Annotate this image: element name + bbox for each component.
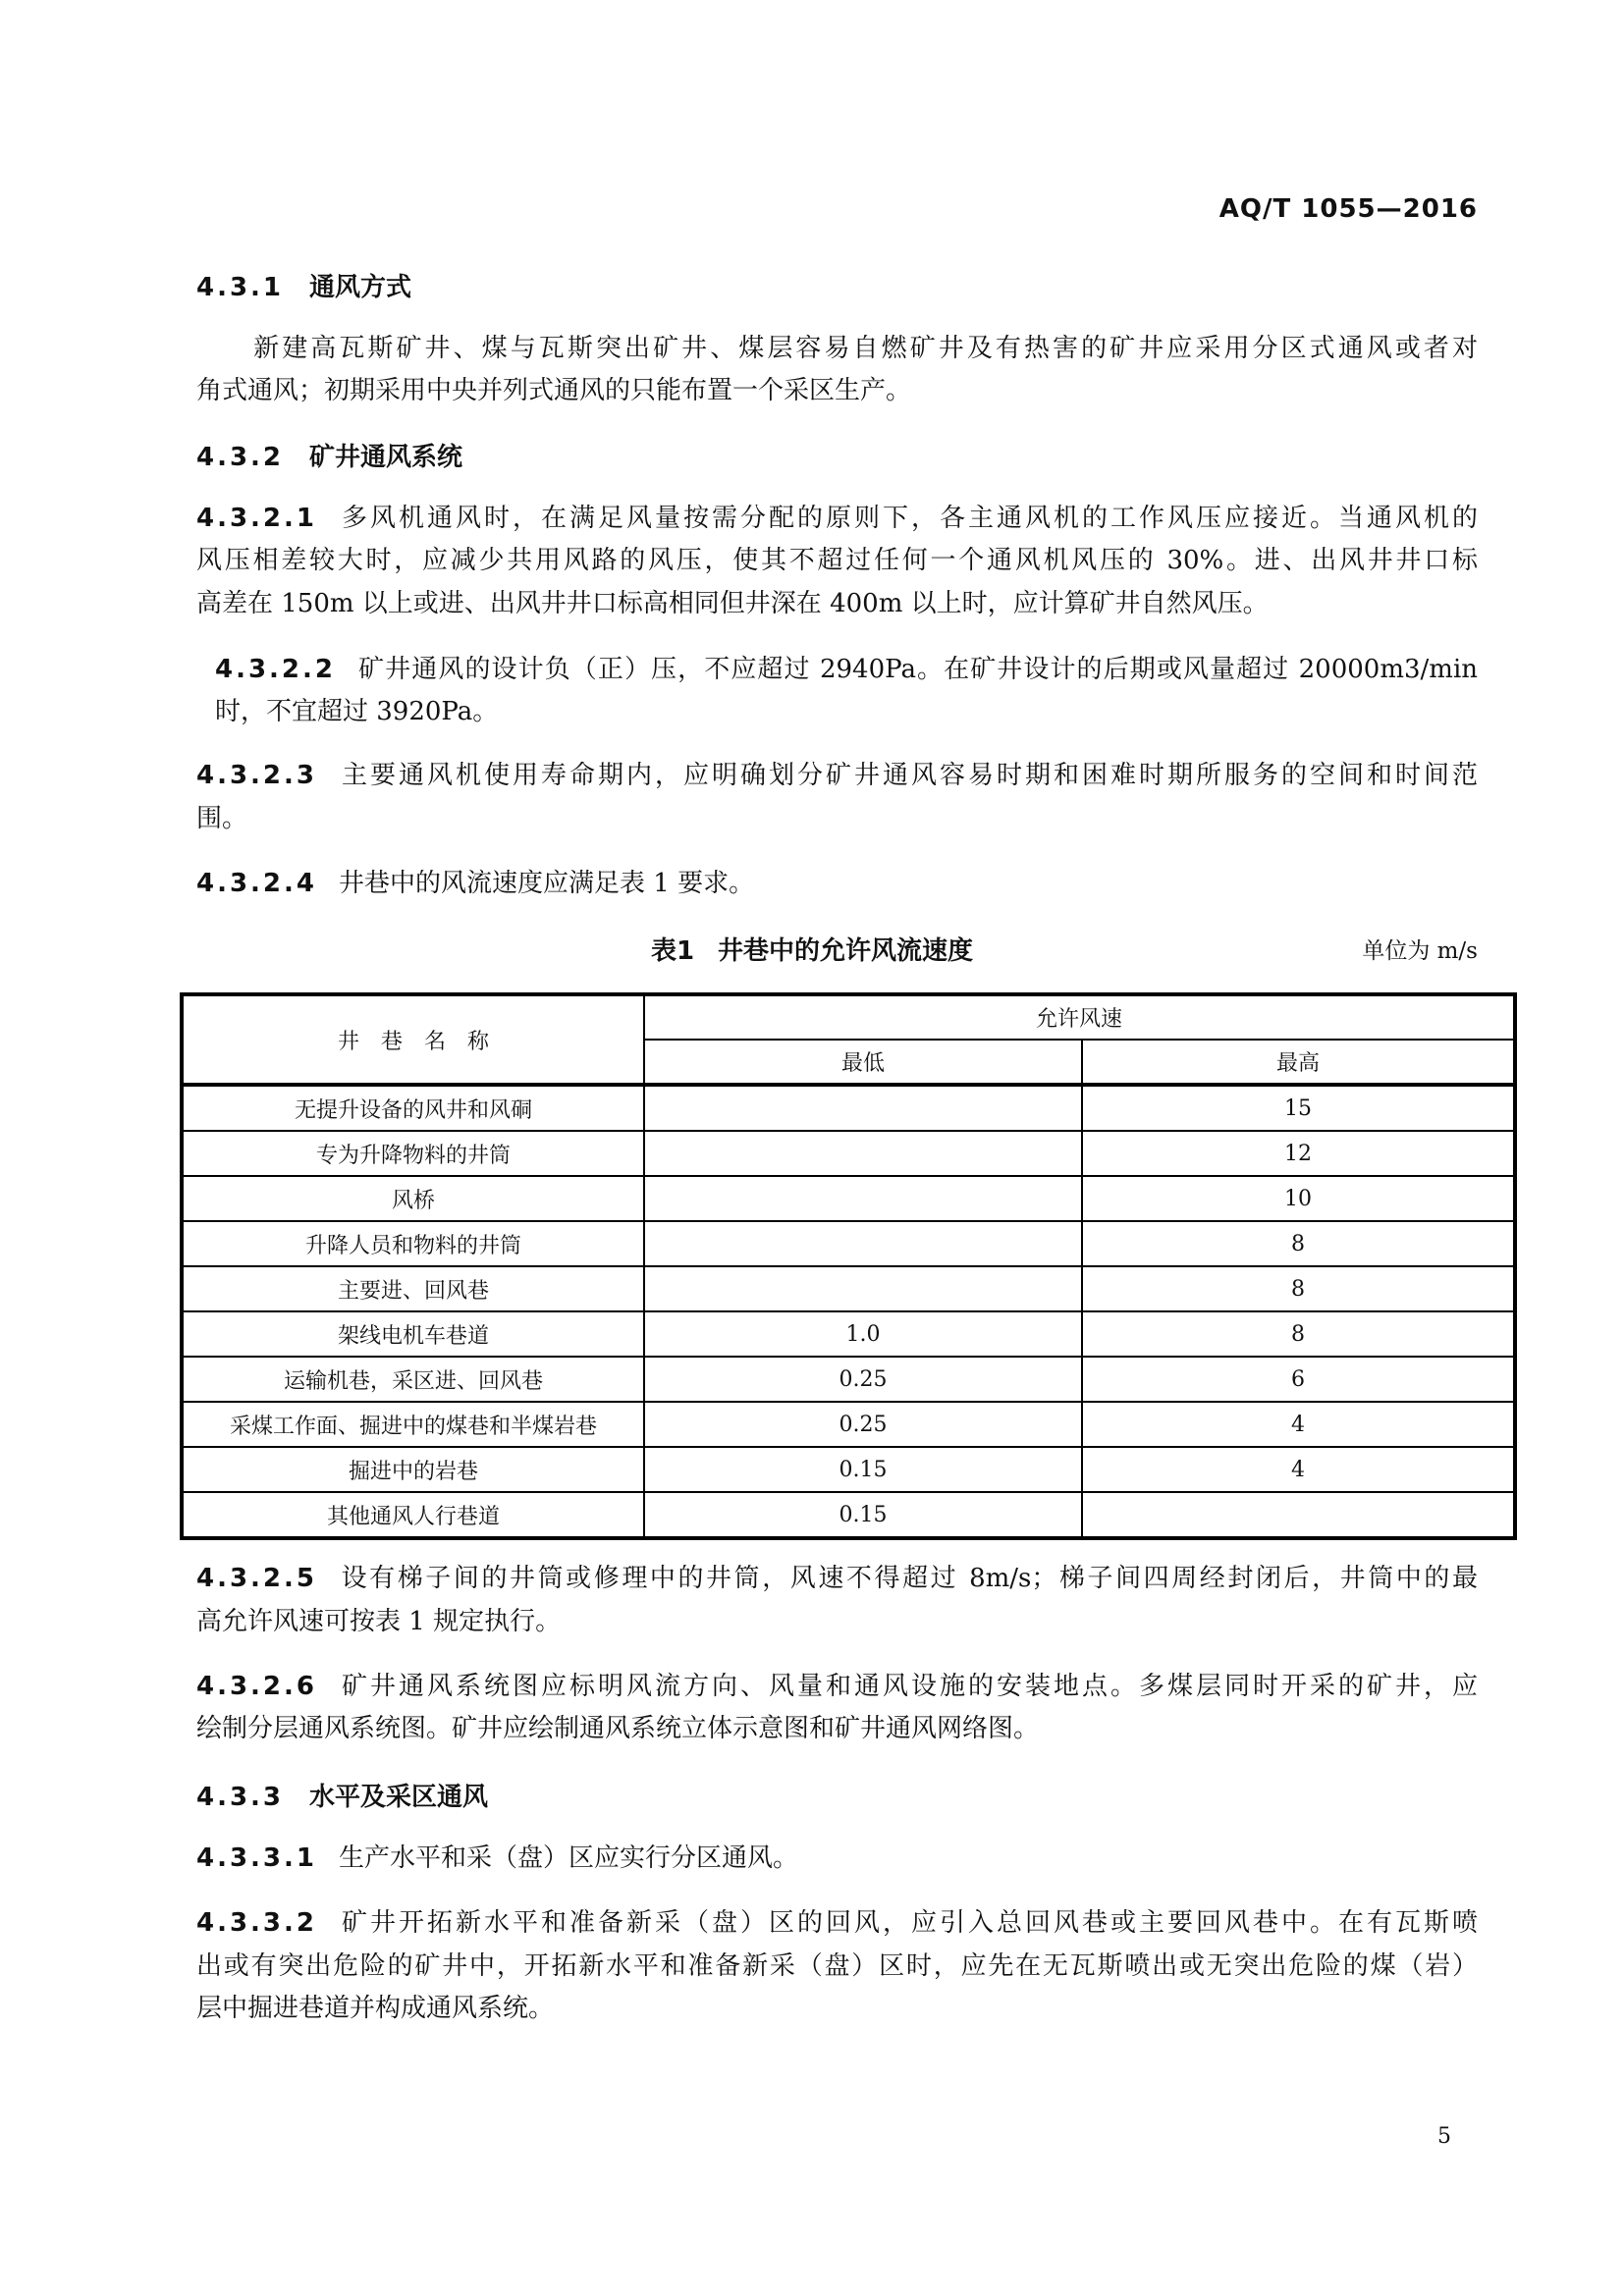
section-heading-4-3-3 bbox=[196, 1777, 488, 1813]
table-row bbox=[182, 1447, 1515, 1492]
table-row bbox=[182, 1311, 1515, 1357]
paragraph-line: 围。 bbox=[196, 804, 248, 833]
clause-4-3-2-1 bbox=[196, 501, 1478, 536]
section-heading-4-3-2 bbox=[196, 437, 462, 473]
clause-text: 设有梯子间的井筒或修理中的井筒，风速不得超过 8m/s；梯子间四周经封闭后，井筒中的最 bbox=[339, 1564, 1478, 1593]
cell-max: 15 bbox=[1082, 1085, 1515, 1131]
paragraph-line: 角式通风；初期采用中央并列式通风的只能布置一个采区生产。 bbox=[196, 376, 912, 405]
cell-name: 运输机巷，采区进、回风巷 bbox=[182, 1357, 644, 1402]
cell-max: 12 bbox=[1082, 1131, 1515, 1176]
cell-min bbox=[644, 1131, 1082, 1176]
clause-number: 4.3.2.1 bbox=[196, 504, 317, 533]
clause-number: 4.3.3.1 bbox=[196, 1843, 317, 1873]
cell-min bbox=[644, 1266, 1082, 1311]
table-row bbox=[182, 1357, 1515, 1402]
paragraph-line: 新建高瓦斯矿井、煤与瓦斯突出矿井、煤层容易自燃矿井及有热害的矿井应采用分区式通风或者对 bbox=[196, 334, 1478, 363]
page-number: 5 bbox=[1437, 2124, 1451, 2149]
clause-4-3-2-5 bbox=[196, 1561, 1478, 1596]
table-row bbox=[182, 1221, 1515, 1266]
table-number: 表1 bbox=[650, 936, 695, 966]
cell-name: 主要进、回风巷 bbox=[182, 1266, 644, 1311]
cell-max: 8 bbox=[1082, 1266, 1515, 1311]
header-max: 最高 bbox=[1082, 1040, 1515, 1085]
cell-min: 1.0 bbox=[644, 1311, 1082, 1357]
clause-4-3-3-2 bbox=[196, 1905, 1478, 1941]
table-row bbox=[182, 1266, 1515, 1311]
clause-text: 主要通风机使用寿命期内，应明确划分矿井通风容易时期和困难时期所服务的空间和时间范 bbox=[339, 761, 1478, 790]
clause-text: 矿井开拓新水平和准备新采（盘）区的回风，应引入总回风巷或主要回风巷中。在有瓦斯喷 bbox=[339, 1908, 1478, 1938]
section-heading-4-3-1 bbox=[196, 267, 411, 303]
clause-number: 4.3.2.5 bbox=[196, 1564, 317, 1593]
table-row bbox=[182, 1176, 1515, 1221]
document-code: AQ/T 1055—2016 bbox=[1218, 194, 1478, 224]
section-title: 矿井通风系统 bbox=[309, 443, 463, 472]
cell-max: 4 bbox=[1082, 1402, 1515, 1447]
section-number: 4.3.1 bbox=[196, 273, 285, 302]
clause-text: 生产水平和采（盘）区应实行分区通风。 bbox=[339, 1843, 799, 1873]
cell-name: 掘进中的岩巷 bbox=[182, 1447, 644, 1492]
clause-text: 井巷中的风流速度应满足表 1 要求。 bbox=[339, 869, 755, 898]
section-number: 4.3.2 bbox=[196, 443, 285, 472]
section-number: 4.3.3 bbox=[196, 1783, 285, 1812]
table-unit: 单位为 m/s bbox=[1362, 938, 1478, 964]
table-title: 井巷中的允许风流速度 bbox=[718, 936, 974, 966]
clause-4-3-2-3 bbox=[196, 758, 1478, 793]
paragraph-line: 出或有突出危险的矿井中，开拓新水平和准备新采（盘）区时，应先在无瓦斯喷出或无突出危险的煤（岩） bbox=[196, 1951, 1478, 1981]
cell-name: 升降人员和物料的井筒 bbox=[182, 1221, 644, 1266]
cell-name: 专为升降物料的井筒 bbox=[182, 1131, 644, 1176]
cell-min: 0.15 bbox=[644, 1447, 1082, 1492]
cell-max: 8 bbox=[1082, 1311, 1515, 1357]
cell-max: 10 bbox=[1082, 1176, 1515, 1221]
clause-text: 矿井通风系统图应标明风流方向、风量和通风设施的安装地点。多煤层同时开采的矿井，应 bbox=[339, 1672, 1478, 1701]
clause-number: 4.3.2.3 bbox=[196, 761, 317, 790]
header-min: 最低 bbox=[644, 1040, 1082, 1085]
table-row bbox=[182, 1131, 1515, 1176]
cell-min bbox=[644, 1085, 1082, 1131]
header-allowed-velocity: 允许风速 bbox=[644, 994, 1515, 1040]
paragraph-line: 层中掘进巷道并构成通风系统。 bbox=[196, 1994, 555, 2023]
clause-4-3-2-6 bbox=[196, 1669, 1478, 1704]
table-row bbox=[182, 1085, 1515, 1131]
paragraph-line: 时，不宜超过 3920Pa。 bbox=[215, 697, 499, 726]
cell-max bbox=[1082, 1492, 1515, 1538]
clause-number: 4.3.2.6 bbox=[196, 1672, 317, 1701]
paragraph-line: 绘制分层通风系统图。矿井应绘制通风系统立体示意图和矿井通风网络图。 bbox=[196, 1714, 1040, 1743]
clause-4-3-2-2 bbox=[215, 652, 1478, 687]
cell-name: 无提升设备的风井和风硐 bbox=[182, 1085, 644, 1131]
paragraph-line: 风压相差较大时，应减少共用风路的风压，使其不超过任何一个通风机风压的 30%。进、出风井井口标 bbox=[196, 546, 1478, 575]
cell-min bbox=[644, 1176, 1082, 1221]
cell-min bbox=[644, 1221, 1082, 1266]
cell-min: 0.15 bbox=[644, 1492, 1082, 1538]
cell-max: 6 bbox=[1082, 1357, 1515, 1402]
clause-text: 矿井通风的设计负（正）压，不应超过 2940Pa。在矿井设计的后期或风量超过 20000m3/min bbox=[357, 655, 1478, 684]
header-roadway-name: 井 巷 名 称 bbox=[182, 994, 644, 1085]
cell-name: 风桥 bbox=[182, 1176, 644, 1221]
cell-max: 8 bbox=[1082, 1221, 1515, 1266]
clause-number: 4.3.3.2 bbox=[196, 1908, 317, 1938]
cell-min: 0.25 bbox=[644, 1357, 1082, 1402]
air-velocity-table bbox=[180, 992, 1517, 1540]
section-title: 通风方式 bbox=[309, 273, 412, 302]
cell-name: 采煤工作面、掘进中的煤巷和半煤岩巷 bbox=[182, 1402, 644, 1447]
cell-min: 0.25 bbox=[644, 1402, 1082, 1447]
clause-number: 4.3.2.2 bbox=[215, 655, 336, 684]
cell-max: 4 bbox=[1082, 1447, 1515, 1492]
clause-text: 多风机通风时，在满足风量按需分配的原则下，各主通风机的工作风压应接近。当通风机的 bbox=[339, 504, 1478, 533]
clause-number: 4.3.2.4 bbox=[196, 869, 317, 898]
cell-name: 架线电机车巷道 bbox=[182, 1311, 644, 1357]
paragraph-line: 高允许风速可按表 1 规定执行。 bbox=[196, 1607, 562, 1636]
clause-4-3-3-1 bbox=[196, 1841, 1478, 1876]
table-row bbox=[182, 1402, 1515, 1447]
clause-4-3-2-4 bbox=[196, 866, 1478, 901]
table-row bbox=[182, 1492, 1515, 1538]
paragraph-line: 高差在 150m 以上或进、出风井井口标高相同但井深在 400m 以上时，应计算矿井自然风压。 bbox=[196, 589, 1269, 618]
cell-name: 其他通风人行巷道 bbox=[182, 1492, 644, 1538]
section-title: 水平及采区通风 bbox=[309, 1783, 489, 1812]
